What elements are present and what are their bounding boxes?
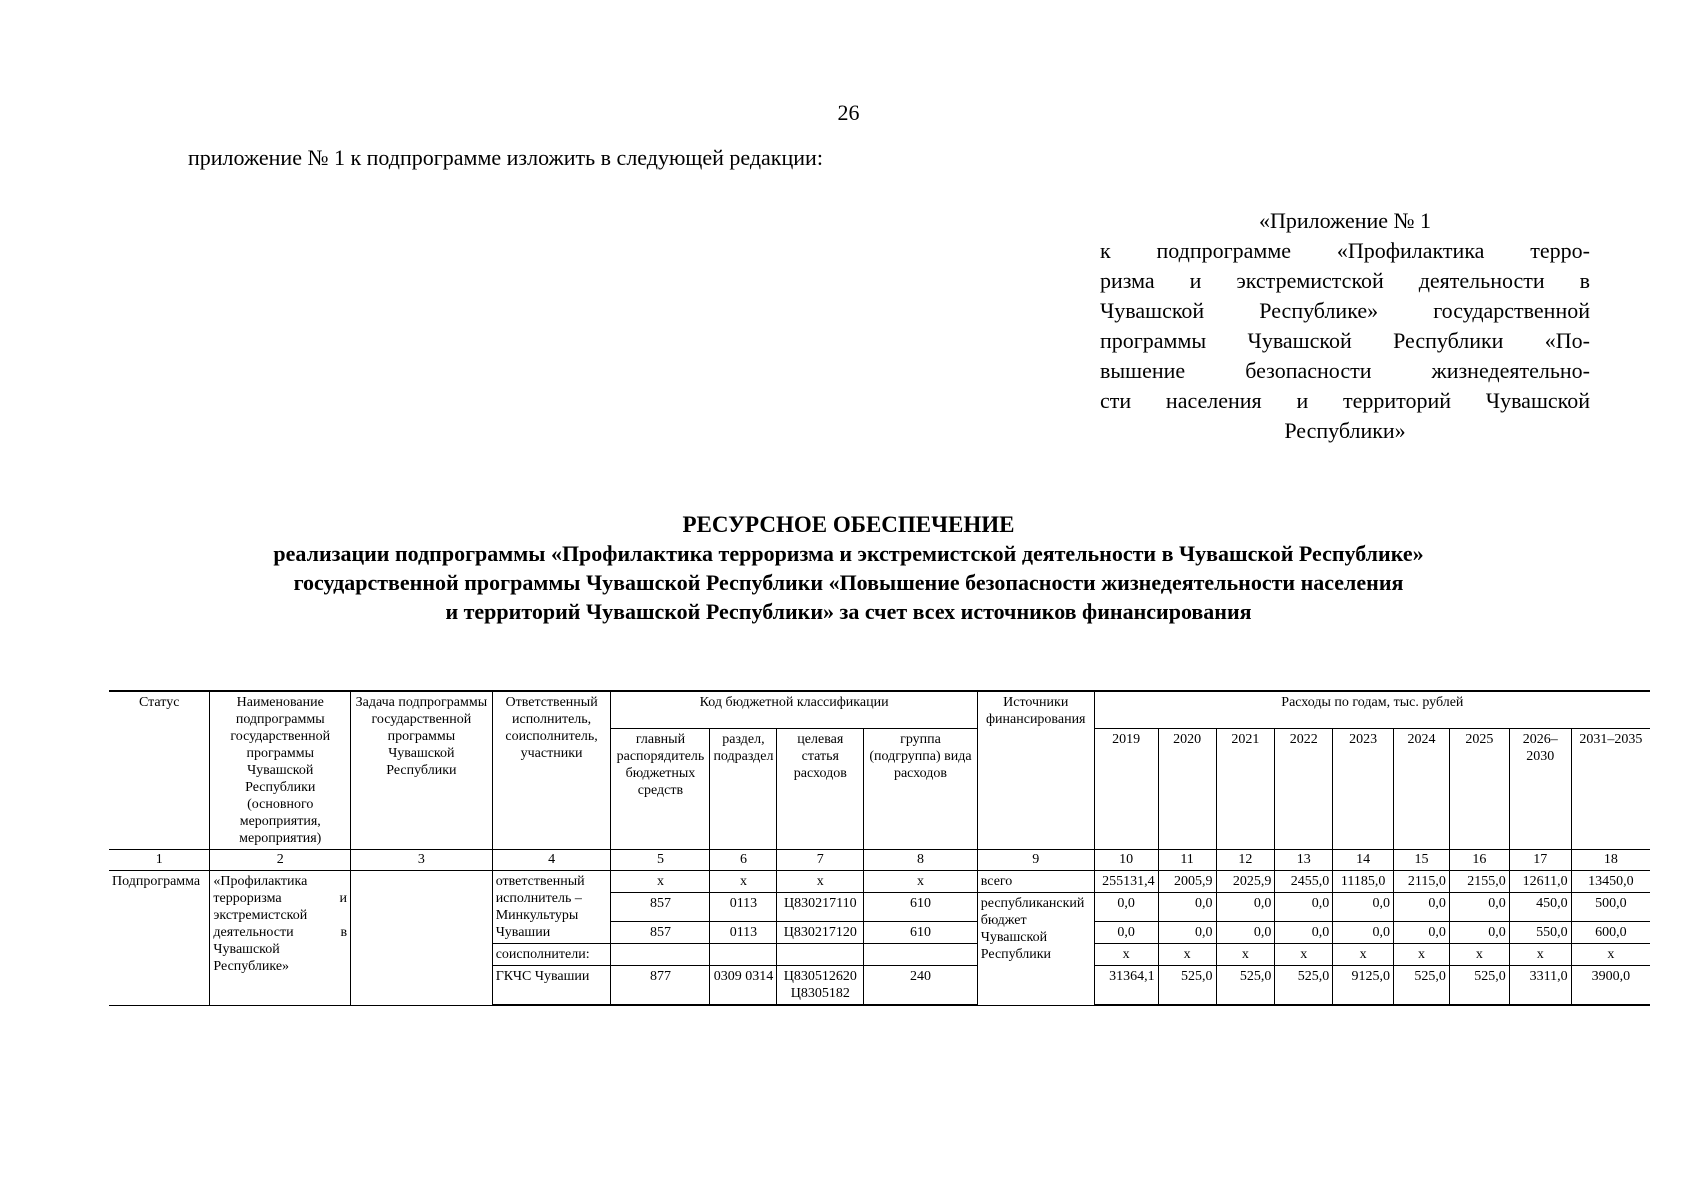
value-cell: 3900,0 (1571, 966, 1650, 1006)
header-section: раздел, подраздел (710, 728, 777, 849)
source-cell: республиканский бюджет Чувашской Республики (977, 893, 1094, 1006)
intro-text: приложение № 1 к подпрограмме изложить в следующей редакции: (188, 145, 823, 170)
section-cell: 0113 (710, 893, 777, 922)
header-year: 2022 (1275, 728, 1333, 849)
column-number: 1 (109, 850, 210, 871)
page-number: 26 (837, 100, 860, 125)
header-group: группа (подгруппа) вида расходов (864, 728, 978, 849)
column-number: 17 (1509, 850, 1571, 871)
header-expenses: Расходы по годам, тыс. рублей (1094, 691, 1650, 728)
grbs-cell (611, 944, 710, 966)
grbs-cell: 857 (611, 893, 710, 922)
column-number: 4 (492, 850, 611, 871)
value-cell: 2155,0 (1449, 871, 1509, 893)
header-year: 2023 (1333, 728, 1394, 849)
header-year: 2021 (1216, 728, 1275, 849)
value-cell: 0,0 (1094, 922, 1158, 944)
value-cell: x (1449, 944, 1509, 966)
responsible-cell: соисполнители: (492, 944, 611, 966)
appendix-line: сти населения и территорий Чувашской (1100, 388, 1590, 413)
appendix-head: «Приложение № 1 (1258, 208, 1432, 233)
section-cell: x (710, 871, 777, 893)
value-cell: x (1275, 944, 1333, 966)
value-cell: 0,0 (1275, 893, 1333, 922)
task-cell (351, 871, 493, 1006)
value-cell: 0,0 (1449, 922, 1509, 944)
title-line: реализации подпрограммы «Профилактика терроризма и экстремистской деятельности в Чувашской Республике» (273, 541, 1424, 566)
value-cell: 0,0 (1158, 893, 1216, 922)
value-cell: 525,0 (1275, 966, 1333, 1006)
group-cell: 240 (864, 966, 978, 1006)
title-main: РЕСУРСНОЕ ОБЕСПЕЧЕНИЕ (682, 512, 1015, 537)
section-cell: 0309 0314 (710, 966, 777, 1006)
title-line: и территорий Чувашской Республики» за счет всех источников финансирования (445, 599, 1252, 624)
value-cell: 0,0 (1394, 893, 1450, 922)
value-cell: x (1333, 944, 1394, 966)
column-number: 11 (1158, 850, 1216, 871)
value-cell: 3311,0 (1509, 966, 1571, 1006)
appendix-line: вышение безопасности жизнедеятельно- (1100, 358, 1590, 383)
value-cell: x (1571, 944, 1650, 966)
grbs-cell: 857 (611, 922, 710, 944)
header-target: целевая статья расходов (777, 728, 864, 849)
value-cell: 31364,1 (1094, 966, 1158, 1006)
column-number: 2 (210, 850, 351, 871)
value-cell: 525,0 (1394, 966, 1450, 1006)
column-number: 14 (1333, 850, 1394, 871)
header-sources: Источники финансирования (977, 691, 1094, 850)
header-year: 2019 (1094, 728, 1158, 849)
header-year: 2020 (1158, 728, 1216, 849)
table-row (109, 871, 1650, 893)
header-budget-code: Код бюджетной классификации (611, 691, 977, 728)
header-grbs: главный распорядитель бюджетных средств (611, 728, 710, 849)
value-cell: x (1394, 944, 1450, 966)
column-number: 8 (864, 850, 978, 871)
column-number: 12 (1216, 850, 1275, 871)
group-cell: x (864, 871, 978, 893)
value-cell: 0,0 (1158, 922, 1216, 944)
header-year: 2024 (1394, 728, 1450, 849)
header-task: Задача подпрограммы государственной программы Чувашской Республики (351, 691, 493, 850)
value-cell: 550,0 (1509, 922, 1571, 944)
header-status: Статус (109, 691, 210, 850)
target-cell (777, 944, 864, 966)
target-cell: Ц830512620 Ц8305182 (777, 966, 864, 1006)
column-number: 5 (611, 850, 710, 871)
value-cell: 0,0 (1275, 922, 1333, 944)
value-cell: 2005,9 (1158, 871, 1216, 893)
value-cell: 525,0 (1216, 966, 1275, 1006)
value-cell: 2025,9 (1216, 871, 1275, 893)
value-cell: 13450,0 (1571, 871, 1650, 893)
value-cell: x (1509, 944, 1571, 966)
value-cell: x (1216, 944, 1275, 966)
column-number: 9 (977, 850, 1094, 871)
value-cell: 0,0 (1216, 893, 1275, 922)
value-cell: 2455,0 (1275, 871, 1333, 893)
target-cell: x (777, 871, 864, 893)
resource-table (109, 690, 1650, 1006)
appendix-line: ризма и экстремистской деятельности в (1100, 268, 1590, 293)
appendix-tail: Республики» (1284, 418, 1406, 443)
header-name: Наименование подпрограммы государственной программы Чувашской Республики (основного мероприятия, мероприятия) (210, 691, 351, 850)
header-year: 2025 (1449, 728, 1509, 849)
target-cell: Ц830217110 (777, 893, 864, 922)
grbs-cell: 877 (611, 966, 710, 1006)
column-number: 10 (1094, 850, 1158, 871)
header-year: 2031–2035 (1571, 728, 1650, 849)
column-number: 16 (1449, 850, 1509, 871)
responsible-cell: ответственный исполнитель – Минкультуры Чувашии (492, 871, 611, 944)
value-cell: x (1094, 944, 1158, 966)
group-cell: 610 (864, 922, 978, 944)
value-cell: x (1158, 944, 1216, 966)
value-cell: 525,0 (1449, 966, 1509, 1006)
responsible-cell: ГКЧС Чувашии (492, 966, 611, 1006)
value-cell: 0,0 (1449, 893, 1509, 922)
header-responsible: Ответственный исполнитель, соисполнитель, участники (492, 691, 611, 850)
value-cell: 11185,0 (1333, 871, 1394, 893)
status-cell: Подпрограмма (109, 871, 210, 1006)
section-cell: 0113 (710, 922, 777, 944)
appendix-line: к подпрограмме «Профилактика терро- (1100, 238, 1590, 263)
value-cell: 525,0 (1158, 966, 1216, 1006)
group-cell: 610 (864, 893, 978, 922)
appendix-line: Чувашской Республике» государственной (1100, 298, 1590, 323)
value-cell: 2115,0 (1394, 871, 1450, 893)
value-cell: 0,0 (1394, 922, 1450, 944)
grbs-cell: x (611, 871, 710, 893)
group-cell (864, 944, 978, 966)
target-cell: Ц830217120 (777, 922, 864, 944)
value-cell: 255131,4 (1094, 871, 1158, 893)
value-cell: 500,0 (1571, 893, 1650, 922)
value-cell: 450,0 (1509, 893, 1571, 922)
column-number: 13 (1275, 850, 1333, 871)
value-cell: 12611,0 (1509, 871, 1571, 893)
subprogram-name-cell: «Профилактика терроризма и экстремистской деятельности в Чувашской Республике» (210, 871, 351, 1006)
column-number: 6 (710, 850, 777, 871)
appendix-line: программы Чувашской Республики «По- (1100, 328, 1590, 353)
value-cell: 0,0 (1333, 893, 1394, 922)
appendix-block (1100, 206, 1590, 446)
section-cell (710, 944, 777, 966)
header-year: 2026–2030 (1509, 728, 1571, 849)
value-cell: 9125,0 (1333, 966, 1394, 1006)
document-title (0, 510, 1697, 626)
source-cell: всего (977, 871, 1094, 893)
column-number: 7 (777, 850, 864, 871)
value-cell: 0,0 (1094, 893, 1158, 922)
value-cell: 0,0 (1333, 922, 1394, 944)
title-line: государственной программы Чувашской Республики «Повышение безопасности жизнедеятельности населения (293, 570, 1404, 595)
value-cell: 0,0 (1216, 922, 1275, 944)
value-cell: 600,0 (1571, 922, 1650, 944)
column-number: 15 (1394, 850, 1450, 871)
column-number: 3 (351, 850, 493, 871)
column-number: 18 (1571, 850, 1650, 871)
